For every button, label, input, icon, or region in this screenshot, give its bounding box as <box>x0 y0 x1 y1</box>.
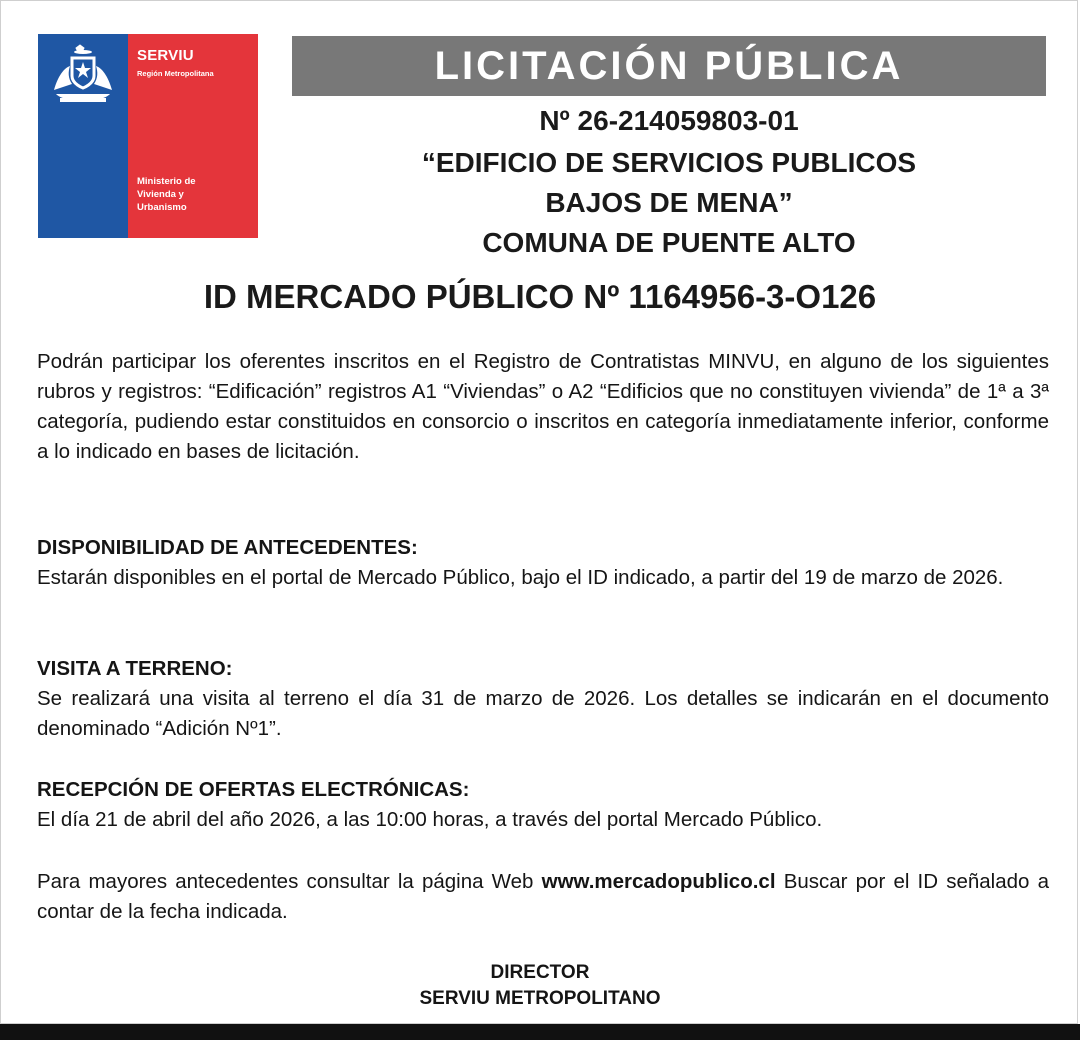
logo-blue-panel <box>38 34 128 238</box>
intro-paragraph: Podrán participar los oferentes inscritos en el Registro de Contratistas MINVU, en alguno de los siguientes rubros y registros: “Edificación” registros A1 “Viviendas” o A2 “Edificios que no constituyen vivienda” de 1ª a 3ª categoría, pudiendo estar constituidos en consorcio o inscritos en categoría inmediatamente inferior, conforme a lo indicado en bases de licitación. <box>37 350 1049 463</box>
logo-ministry <box>137 175 252 214</box>
serviu-logo <box>38 34 258 238</box>
logo-red-panel <box>128 34 258 238</box>
footer-note-text: Para mayores antecedentes consultar la página Web <box>37 870 542 893</box>
tender-number: Nº 26-214059803-01 <box>539 105 799 136</box>
commune-name: COMUNA DE PUENTE ALTO <box>482 227 856 258</box>
logo-region: Región Metropolitana <box>137 69 214 78</box>
section-title-site-visit: VISITA A TERRENO: <box>37 657 233 680</box>
project-name-line-1: “EDIFICIO DE SERVICIOS PUBLICOS <box>421 147 917 178</box>
website-link[interactable]: www.mercadopublico.cl <box>541 870 776 893</box>
project-name-line-2: BAJOS DE MENA” <box>545 187 793 218</box>
section-title-bid-reception: RECEPCIÓN DE OFERTAS ELECTRÓNICAS: <box>37 778 470 801</box>
logo-ministry-line: Vivienda y <box>137 189 184 200</box>
signature-title: DIRECTOR <box>490 962 590 983</box>
footer-note-text: Buscar por el ID señalado a contar de la fecha indicada. <box>37 870 1049 923</box>
section-body-site-visit: Se realizará una visita al terreno el día 31 de marzo de 2026. Los detalles se indicarán en el documento denominado “Adición Nº1”. <box>37 687 1049 740</box>
logo-org-name: SERVIU <box>137 47 194 64</box>
section-body-bid-reception: El día 21 de abril del año 2026, a las 10:00 horas, a través del portal Mercado Público. <box>37 808 823 831</box>
chile-coat-of-arms-icon <box>46 44 120 104</box>
logo-ministry-line: Ministerio de <box>137 176 196 187</box>
footer-note <box>37 867 1049 927</box>
title-banner: LICITACIÓN PÚBLICA <box>292 36 1046 96</box>
mercado-publico-id: ID MERCADO PÚBLICO Nº 1164956-3-O126 <box>203 278 877 315</box>
logo-ministry-line: Urbanismo <box>137 202 187 213</box>
signature-org: SERVIU METROPOLITANO <box>419 988 661 1009</box>
section-title-availability: DISPONIBILIDAD DE ANTECEDENTES: <box>37 536 418 559</box>
bottom-border <box>0 1024 1080 1040</box>
section-body-availability: Estarán disponibles en el portal de Mercado Público, bajo el ID indicado, a partir del 19 de marzo de 2026. <box>37 566 1004 589</box>
